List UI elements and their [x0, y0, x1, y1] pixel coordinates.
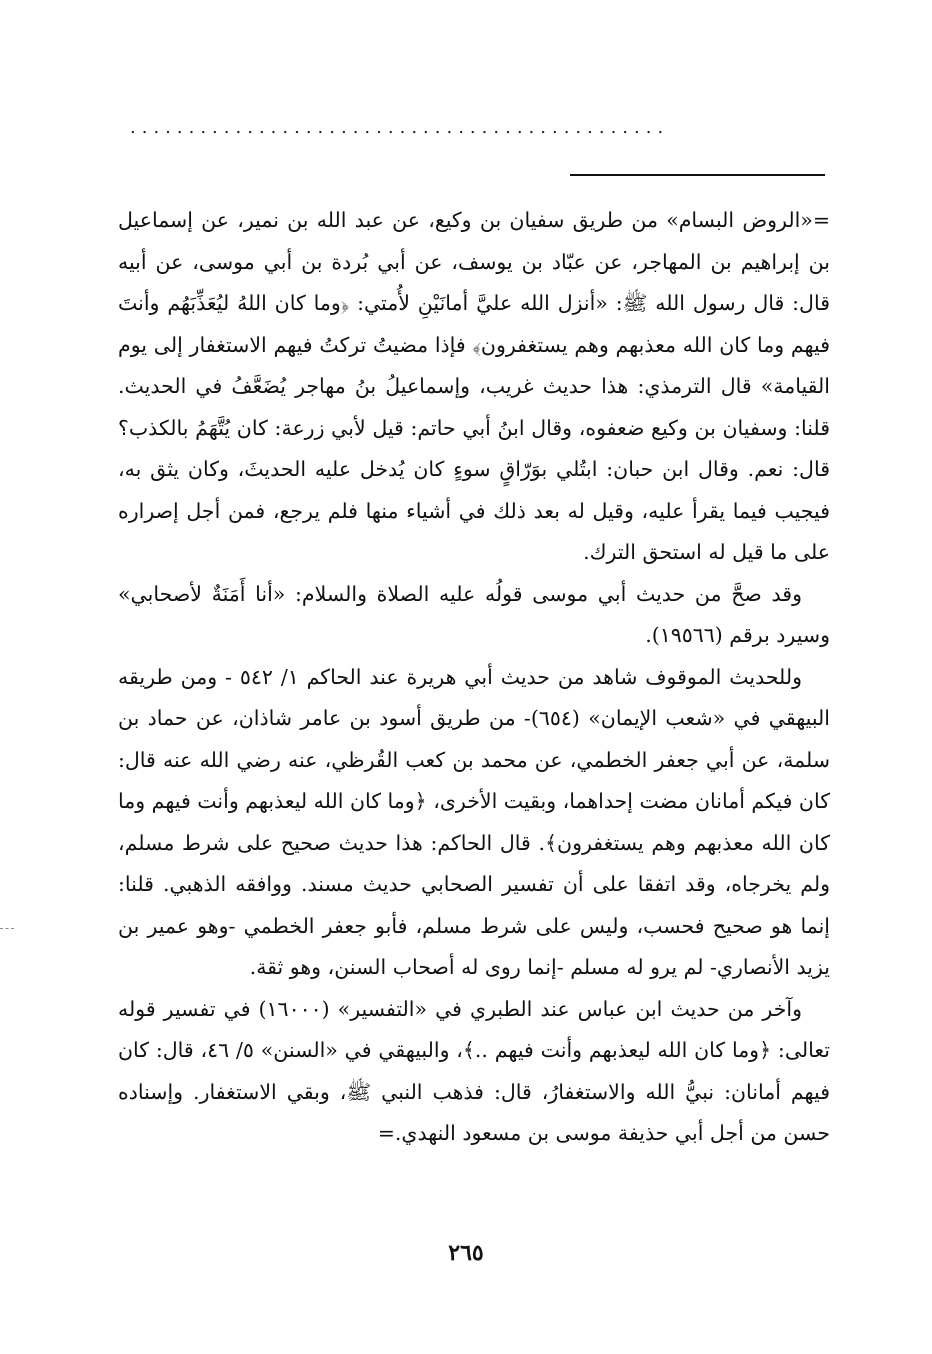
footnote-body [118, 200, 830, 1155]
paragraph-1: =«الروض البسام» من طريق سفيان بن وكيع، عن عبد الله بن نمير، عن إسماعيل بن إبراهيم بن المهاجر، عن عبّاد بن يوسف، عن أبي بُردة بن أبي موسى، عن أبيه قال: قال رسول الله ﷺ: «أنزل الله عليَّ أمانَيْنِ لأُمتي: ﴿وما كان اللهُ ليُعَذِّبَهُم وأنتَ فيهم وما كان الله معذبهم وهم يستغفرون﴾ فإذا مضيتُ تركتُ فيهم الاستغفار إلى يوم القيامة» قال الترمذي: هذا حديث غريب، وإسماعيلُ بنُ مهاجر يُضَعَّفُ في الحديث. قلنا: وسفيان بن وكيع ضعفوه، وقال ابنُ أبي حاتم: قيل لأبي زرعة: كان يُتَّهَمُ بالكذب؟ قال: نعم. وقال ابن حبان: ابتُلي بوَرّاقٍ سوءٍ كان يُدخل عليه الحديثَ، وكان يثق به، فيجيب فيما يقرأ عليه، وقيل له بعد ذلك في أشياء منها فلم يرجع، فمن أجل إصراره على ما قيل له استحق الترك. [118, 208, 830, 564]
paragraph-2: وقد صحَّ من حديث أبي موسى قولُه عليه الصلاة والسلام: «أنا أَمَنَةٌ لأصحابي» وسيرد برقم (١٩٥٦٦). [118, 581, 830, 647]
paragraph-3: وللحديث الموقوف شاهد من حديث أبي هريرة عند الحاكم ١/ ٥٤٢ - ومن طريقه البيهقي في «شعب الإيمان» (٦٥٤)- من طريق أسود بن عامر شاذان، عن حماد بن سلمة، عن أبي جعفر الخطمي، عن محمد بن كعب القُرظي، عنه رضي الله عنه قال: كان فيكم أمانان مضت إحداهما، وبقيت الأخرى، ﴿وما كان الله ليعذبهم وأنت فيهم وما كان الله معذبهم وهم يستغفرون﴾. قال الحاكم: هذا حديث صحيح على شرط مسلم، ولم يخرجاه، وقد اتفقا على أن تفسير الصحابي حديث مسند. ووافقه الذهبي. قلنا: إنما هو صحيح فحسب، وليس على شرط مسلم، فأبو جعفر الخطمي -وهو عمير بن يزيد الأنصاري- لم يرو له مسلم -إنما روى له أصحاب السنن، وهو ثقة. [118, 664, 830, 979]
footnote-rule [570, 174, 825, 176]
page-number: ٢٦٥ [448, 1240, 484, 1266]
separator-dots: .............................................. [130, 118, 670, 138]
margin-mark [0, 928, 14, 947]
paragraph-4: وآخر من حديث ابن عباس عند الطبري في «التفسير» (١٦٠٠٠) في تفسير قوله تعالى: ﴿وما كان الله ليعذبهم وأنت فيهم ..﴾، والبيهقي في «السنن» ٥/ ٤٦، قال: كان فيهم أمانان: نبيُّ الله والاستغفارُ، قال: فذهب النبي ﷺ، وبقي الاستغفار. وإسناده حسن من أجل أبي حذيفة موسى بن مسعود النهدي.= [118, 996, 830, 1145]
